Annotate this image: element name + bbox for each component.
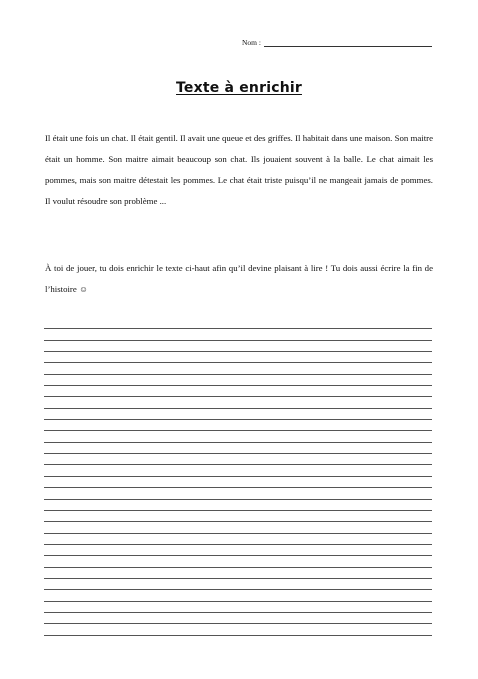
writing-line[interactable] bbox=[44, 329, 432, 340]
writing-line[interactable] bbox=[44, 352, 432, 363]
writing-line[interactable] bbox=[44, 454, 432, 465]
writing-line[interactable] bbox=[44, 556, 432, 567]
story-paragraph: Il était une fois un chat. Il était gentil. Il avait une queue et des griffes. Il habitait dans une maison. Son maitre était un homme. Son maitre aimait beaucoup son chat. Ils jouaient souvent à la balle. Le chat aimait les pommes, mais son maitre détestait les pommes. Le chat était triste puisqu’il ne mangeait jamais de pommes. Il voulut résoudre son problème ... bbox=[45, 133, 433, 206]
name-field bbox=[242, 38, 432, 47]
writing-line[interactable] bbox=[44, 477, 432, 488]
writing-line[interactable] bbox=[44, 545, 432, 556]
writing-line[interactable] bbox=[44, 568, 432, 579]
title-text: Texte à enrichir bbox=[176, 80, 302, 96]
writing-line[interactable] bbox=[44, 375, 432, 386]
page-title bbox=[0, 80, 478, 96]
writing-line[interactable] bbox=[44, 613, 432, 624]
writing-line[interactable] bbox=[44, 443, 432, 454]
name-input-line[interactable] bbox=[264, 39, 432, 47]
writing-line[interactable] bbox=[44, 488, 432, 499]
writing-lines[interactable] bbox=[44, 318, 432, 636]
writing-line[interactable] bbox=[44, 420, 432, 431]
writing-line[interactable] bbox=[44, 409, 432, 420]
name-label: Nom : bbox=[242, 38, 261, 47]
writing-line[interactable] bbox=[44, 500, 432, 511]
writing-line[interactable] bbox=[44, 534, 432, 545]
writing-line[interactable] bbox=[44, 624, 432, 635]
writing-line[interactable] bbox=[44, 318, 432, 329]
writing-line[interactable] bbox=[44, 522, 432, 533]
writing-line[interactable] bbox=[44, 465, 432, 476]
writing-line[interactable] bbox=[44, 397, 432, 408]
writing-line[interactable] bbox=[44, 386, 432, 397]
writing-line[interactable] bbox=[44, 579, 432, 590]
writing-line[interactable] bbox=[44, 341, 432, 352]
instruction-paragraph: À toi de jouer, tu dois enrichir le texte ci-haut afin qu’il devine plaisant à lire ! Tu dois aussi écrire la fin de l’histoire ☺ bbox=[45, 263, 433, 294]
writing-line[interactable] bbox=[44, 602, 432, 613]
writing-line[interactable] bbox=[44, 590, 432, 601]
writing-line[interactable] bbox=[44, 363, 432, 374]
writing-line[interactable] bbox=[44, 431, 432, 442]
writing-line[interactable] bbox=[44, 511, 432, 522]
